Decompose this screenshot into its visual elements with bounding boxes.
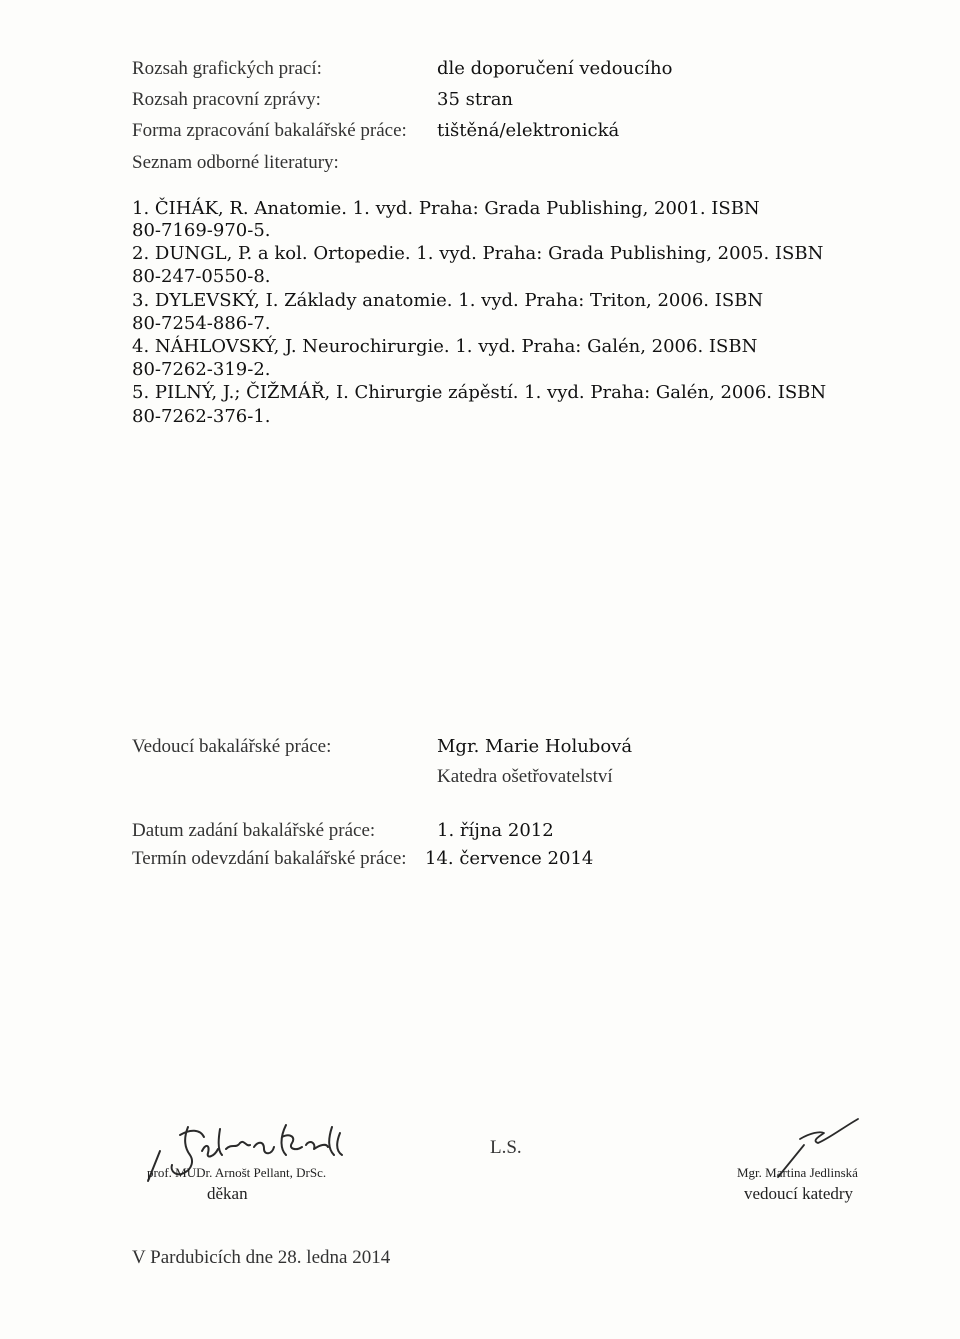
dean-role: děkan [207,1184,248,1203]
seal-mark: L.S. [490,1137,522,1158]
rozsah-zpravy-value: 35 stran [437,89,514,110]
head-role: vedoucí katedry [744,1184,854,1203]
reference-line: 4. NÁHLOVSKÝ, J. Neurochirurgie. 1. vyd. Praha: Galén, 2006. ISBN [132,336,758,357]
zadani-value: 1. října 2012 [437,820,554,841]
rozsah-graf-value: dle doporučení vedoucího [437,58,673,79]
dean-name: prof. MUDr. Arnošt Pellant, DrSc. [147,1165,327,1180]
zadani-label: Datum zadání bakalářské práce: [132,820,376,841]
reference-line: 80-7262-376-1. [132,406,271,427]
odevzdani-label: Termín odevzdání bakalářské práce: [132,848,407,869]
reference-line: 80-7262-319-2. [132,359,271,380]
supervisor-label: Vedoucí bakalářské práce: [132,736,332,757]
reference-line: 3. DYLEVSKÝ, I. Základy anatomie. 1. vyd. Praha: Triton, 2006. ISBN [132,290,764,311]
reference-line: 1. ČIHÁK, R. Anatomie. 1. vyd. Praha: Grada Publishing, 2001. ISBN [132,198,760,219]
reference-line: 80-7254-886-7. [132,313,271,334]
odevzdani-value: 14. července 2014 [425,848,594,869]
head-name: Mgr. Martina Jedlinská [737,1165,858,1180]
rozsah-graf-label: Rozsah grafických prací: [132,58,322,79]
reference-line: 2. DUNGL, P. a kol. Ortopedie. 1. vyd. Praha: Grada Publishing, 2005. ISBN [132,243,824,264]
rozsah-zpravy-label: Rozsah pracovní zprávy: [132,89,321,110]
reference-line: 5. PILNÝ, J.; ČIŽMÁŘ, I. Chirurgie zápěstí. 1. vyd. Praha: Galén, 2006. ISBN [132,382,827,403]
forma-value: tištěná/elektronická [437,120,620,141]
supervisor-department: Katedra ošetřovatelství [437,766,613,787]
supervisor-name: Mgr. Marie Holubová [437,736,633,757]
place-date: V Pardubicích dne 28. ledna 2014 [132,1247,391,1268]
reference-line: 80-7169-970-5. [132,220,271,241]
reference-line: 80-247-0550-8. [132,266,271,287]
seznam-label: Seznam odborné literatury: [132,152,339,173]
forma-label: Forma zpracování bakalářské práce: [132,120,407,141]
